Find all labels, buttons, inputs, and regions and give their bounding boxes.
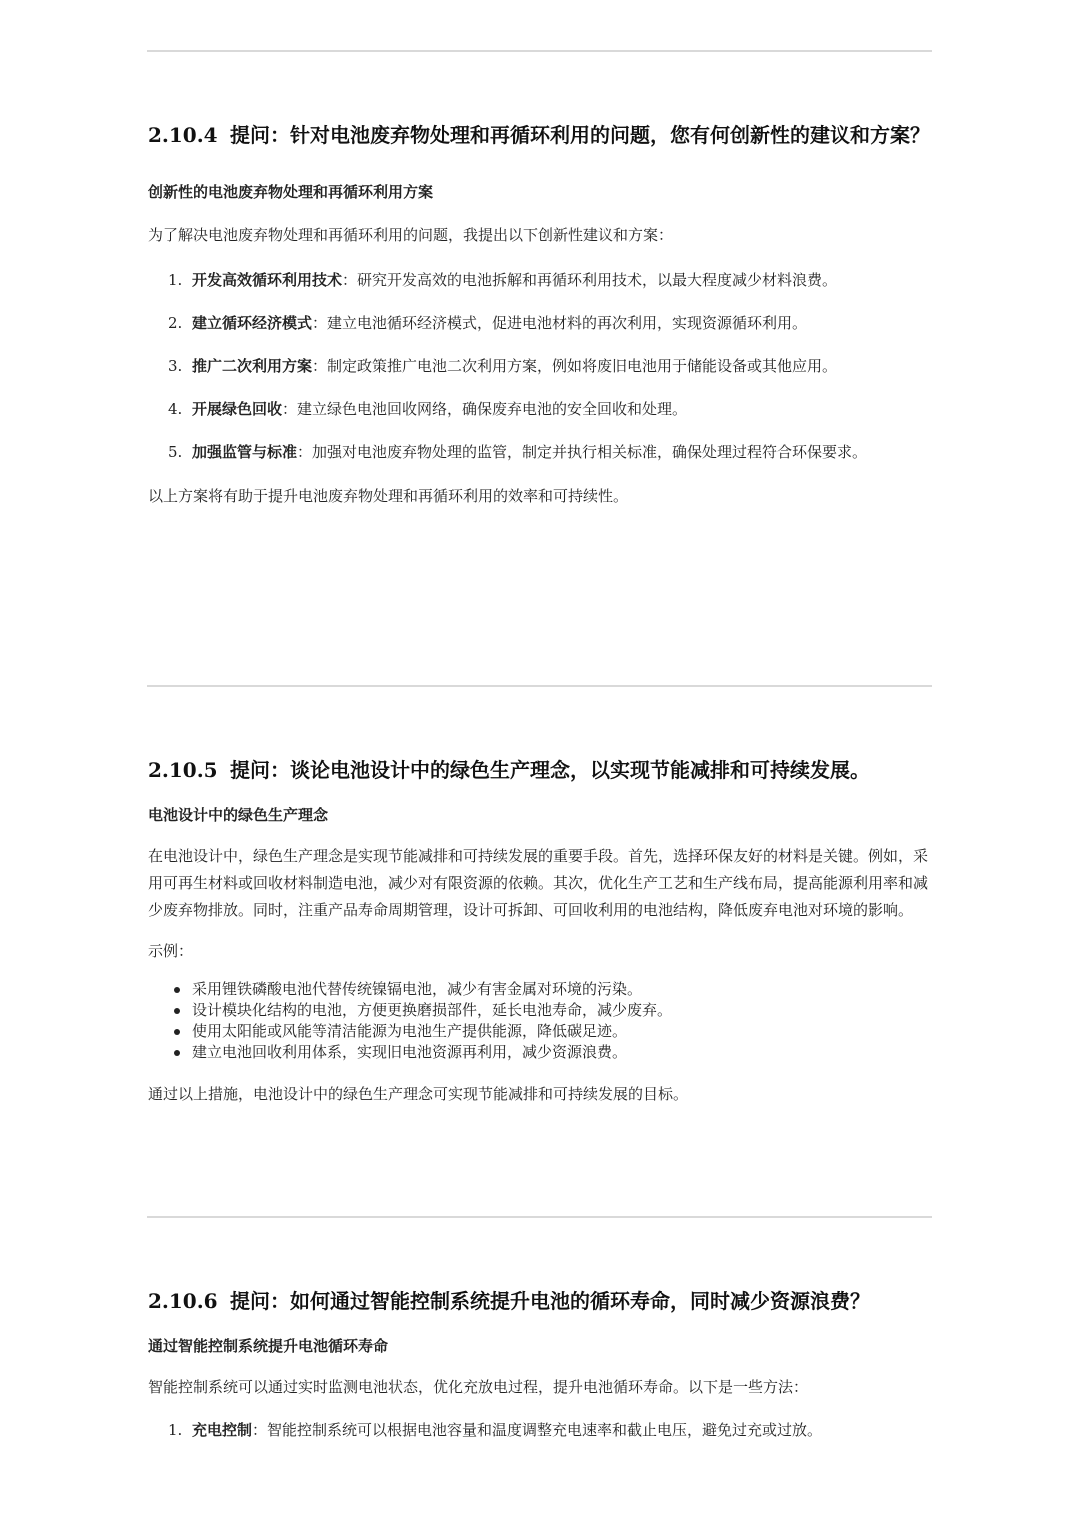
list-item	[148, 1042, 933, 1063]
list-item-text: 使用太阳能或风能等清洁能源为电池生产提供能源，降低碳足迹。	[192, 1022, 628, 1040]
section-conclusion: 通过以上措施，电池设计中的绿色生产理念可实现节能减排和可持续发展的目标。	[148, 1085, 689, 1103]
list-item-label: 开展绿色回收	[192, 400, 283, 418]
list-item	[148, 396, 933, 422]
list-number: 2.	[168, 314, 183, 332]
list-item-label: 加强监管与标准	[192, 443, 298, 461]
proposal-list	[148, 267, 933, 465]
section-number: 2.10.5	[148, 758, 218, 782]
section-paragraph: 在电池设计中，绿色生产理念是实现节能减排和可持续发展的重要手段。首先，选择环保友好的材料是关键。例如，采用可再生材料或回收材料制造电池，减少对有限资源的依赖。其次，优化生产工艺和生产线布局，提高能源利用率和减少废弃物排放。同时，注重产品寿命周期管理，设计可拆卸、可回收利用的电池结构，降低废弃电池对环境的影响。	[148, 847, 929, 919]
section-heading	[148, 122, 933, 148]
list-number: 4.	[168, 400, 183, 418]
list-number: 1.	[168, 271, 183, 289]
list-item-label: 开发高效循环利用技术	[192, 271, 343, 289]
list-number: 5.	[168, 443, 183, 461]
divider-bottom	[147, 1216, 932, 1218]
list-number: 3.	[168, 357, 183, 375]
section-intro: 智能控制系统可以通过实时监测电池状态，优化充放电过程，提升电池循环寿命。以下是一些方法：	[148, 1378, 809, 1396]
list-item	[148, 310, 933, 336]
list-item-label: 建立循环经济模式	[192, 314, 313, 332]
bullet-icon	[174, 987, 180, 993]
section-title: 提问：针对电池废弃物处理和再循环利用的问题，您有何创新性的建议和方案？	[230, 123, 930, 147]
list-item-text: 设计模块化结构的电池，方便更换磨损部件，延长电池寿命，减少废弃。	[192, 1001, 673, 1019]
section-intro: 为了解决电池废弃物处理和再循环利用的问题，我提出以下创新性建议和方案：	[148, 226, 674, 244]
list-item	[148, 1417, 933, 1443]
section-subtitle: 电池设计中的绿色生产理念	[148, 806, 329, 824]
example-list	[148, 979, 933, 1063]
list-item-text: 建立电池回收利用体系，实现旧电池资源再利用，减少资源浪费。	[192, 1043, 628, 1061]
section-conclusion: 以上方案将有助于提升电池废弃物处理和再循环利用的效率和可持续性。	[148, 487, 629, 505]
list-item-label: 充电控制	[192, 1421, 253, 1439]
list-item-text: ：研究开发高效的电池拆解和再循环利用技术，以最大程度减少材料浪费。	[342, 271, 838, 289]
section-2-10-4	[148, 122, 933, 510]
bullet-icon	[174, 1008, 180, 1014]
divider-middle	[147, 685, 932, 687]
list-item	[148, 353, 933, 379]
list-item	[148, 439, 933, 465]
list-item	[148, 979, 933, 1000]
section-title: 提问：如何通过智能控制系统提升电池的循环寿命，同时减少资源浪费？	[230, 1289, 870, 1313]
section-title: 提问：谈论电池设计中的绿色生产理念，以实现节能减排和可持续发展。	[230, 758, 870, 782]
bullet-icon	[174, 1050, 180, 1056]
list-item	[148, 1021, 933, 1042]
example-label: 示例：	[148, 942, 194, 960]
list-number: 1.	[168, 1421, 183, 1439]
list-item	[148, 1000, 933, 1021]
list-item-text: 采用锂铁磷酸电池代替传统镍镉电池，减少有害金属对环境的污染。	[192, 980, 643, 998]
section-2-10-5	[148, 757, 933, 1108]
section-subtitle: 通过智能控制系统提升电池循环寿命	[148, 1337, 389, 1355]
list-item-text: ：智能控制系统可以根据电池容量和温度调整充电速率和截止电压，避免过充或过放。	[252, 1421, 823, 1439]
section-number: 2.10.4	[148, 123, 218, 147]
list-item-text: ：加强对电池废弃物处理的监管，制定并执行相关标准，确保处理过程符合环保要求。	[297, 443, 868, 461]
list-item-text: ：建立电池循环经济模式，促进电池材料的再次利用，实现资源循环利用。	[312, 314, 808, 332]
method-list	[148, 1417, 933, 1443]
list-item-label: 推广二次利用方案	[192, 357, 313, 375]
bullet-icon	[174, 1029, 180, 1035]
list-item-text: ：制定政策推广电池二次利用方案，例如将废旧电池用于储能设备或其他应用。	[312, 357, 838, 375]
section-heading	[148, 757, 933, 783]
divider-top	[147, 50, 932, 52]
list-item-text: ：建立绿色电池回收网络，确保废弃电池的安全回收和处理。	[282, 400, 688, 418]
section-number: 2.10.6	[148, 1289, 218, 1313]
section-heading	[148, 1288, 933, 1314]
section-2-10-6	[148, 1288, 933, 1461]
list-item	[148, 267, 933, 293]
section-subtitle: 创新性的电池废弃物处理和再循环利用方案	[148, 183, 434, 201]
